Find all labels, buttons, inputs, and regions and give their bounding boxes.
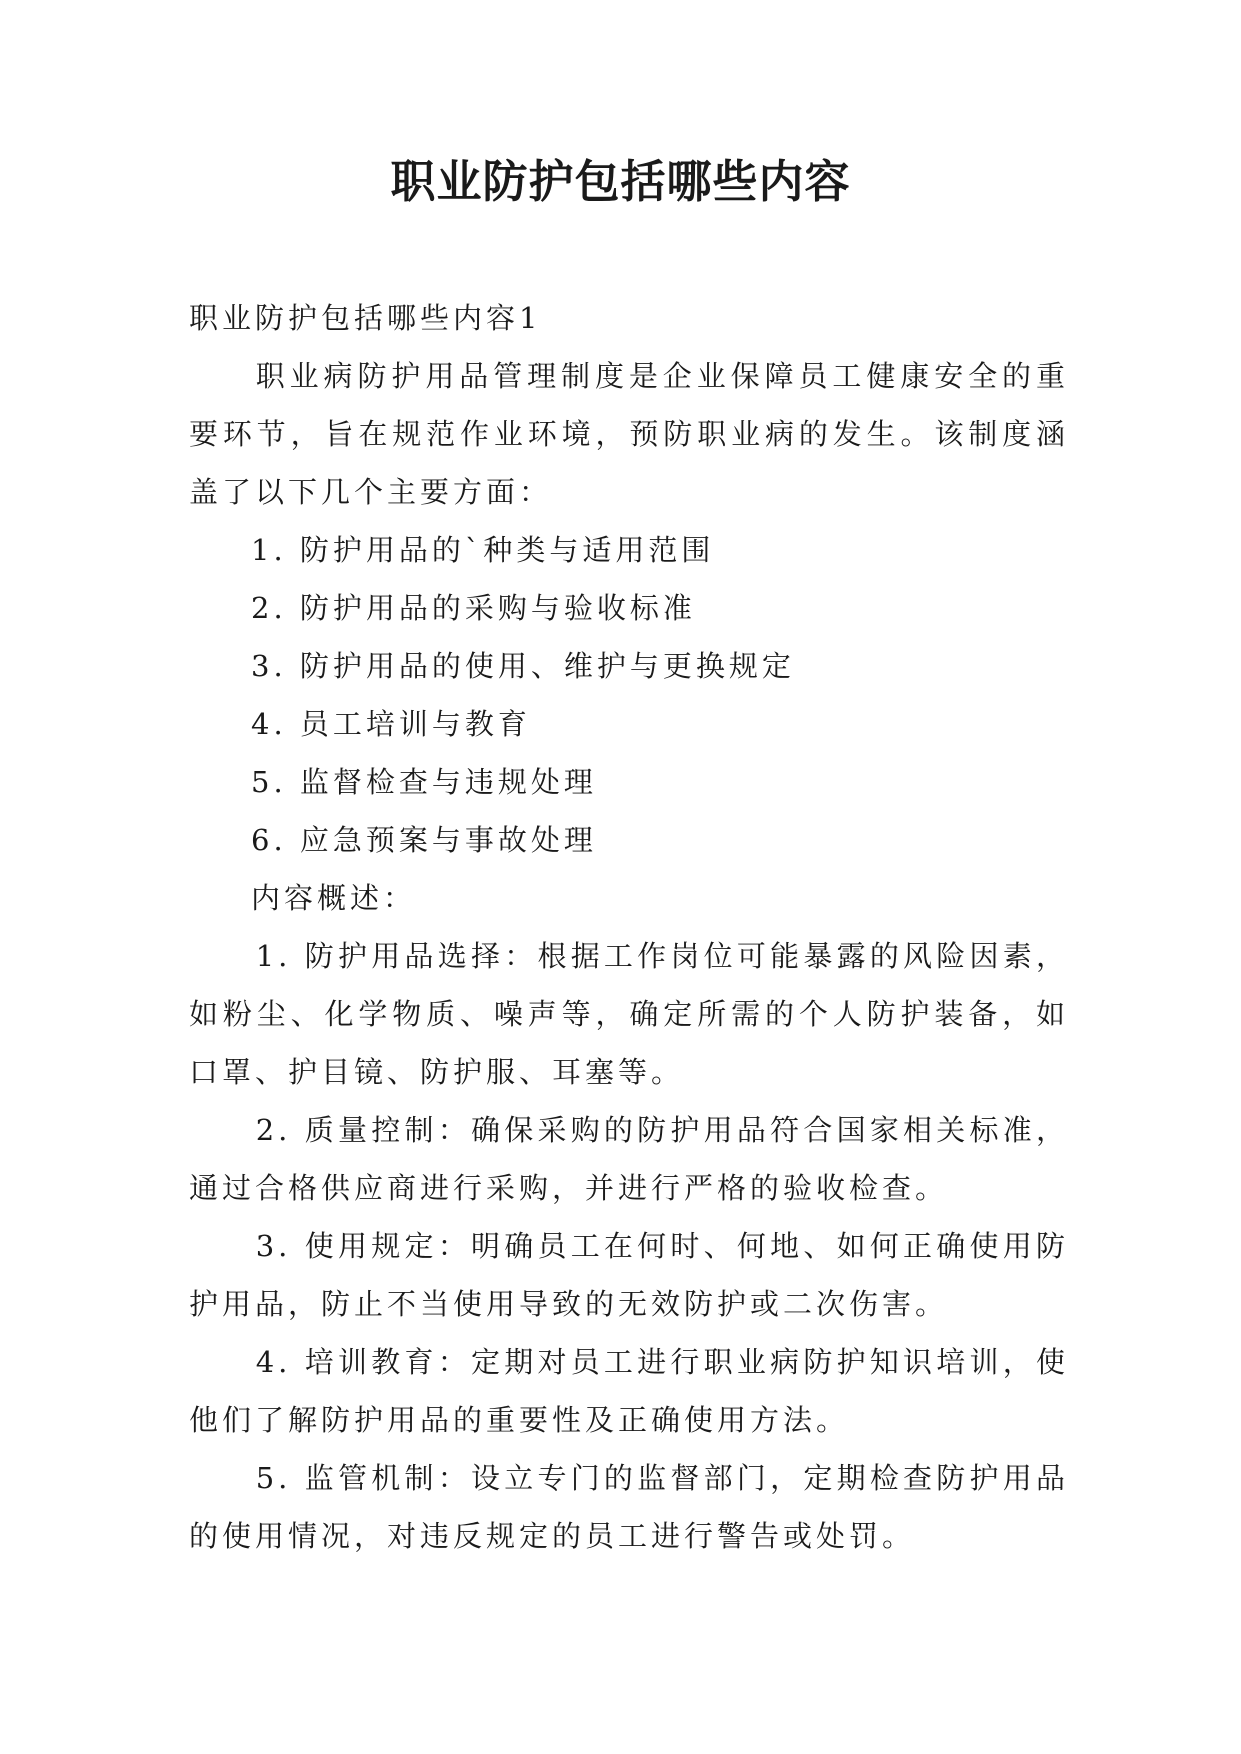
overview-paragraph: 2. 质量控制：确保采购的防护用品符合国家相关标准，通过合格供应商进行采购，并进行严格的验收检查。 [189,1113,1069,1205]
overview-label: 内容概述： [251,881,417,915]
document-body [189,289,1069,1565]
main-point-item: 1. 防护用品的`种类与适用范围 [251,533,715,567]
overview-paragraph: 1. 防护用品选择：根据工作岗位可能暴露的风险因素，如粉尘、化学物质、噪声等，确定所需的个人防护装备，如口罩、护目镜、防护服、耳塞等。 [189,939,1069,1089]
overview-paragraph: 4. 培训教育：定期对员工进行职业病防护知识培训，使他们了解防护用品的重要性及正确使用方法。 [189,1345,1069,1437]
main-point-item: 3. 防护用品的使用、维护与更换规定 [251,649,795,683]
intro-paragraph: 职业病防护用品管理制度是企业保障员工健康安全的重要环节，旨在规范作业环境，预防职业病的发生。该制度涵盖了以下几个主要方面： [189,359,1069,509]
main-point-item: 6. 应急预案与事故处理 [251,823,597,857]
main-point-item: 2. 防护用品的采购与验收标准 [251,591,696,625]
main-point-item: 4. 员工培训与教育 [251,707,531,741]
overview-paragraph: 3. 使用规定：明确员工在何时、何地、如何正确使用防护用品，防止不当使用导致的无效防护或二次伤害。 [189,1229,1069,1321]
main-point-item: 5. 监督检查与违规处理 [251,765,597,799]
section-heading: 职业防护包括哪些内容1 [189,301,542,335]
overview-paragraph: 5. 监管机制：设立专门的监督部门，定期检查防护用品的使用情况，对违反规定的员工进行警告或处罚。 [189,1461,1069,1553]
document-title: 职业防护包括哪些内容 [390,155,851,208]
